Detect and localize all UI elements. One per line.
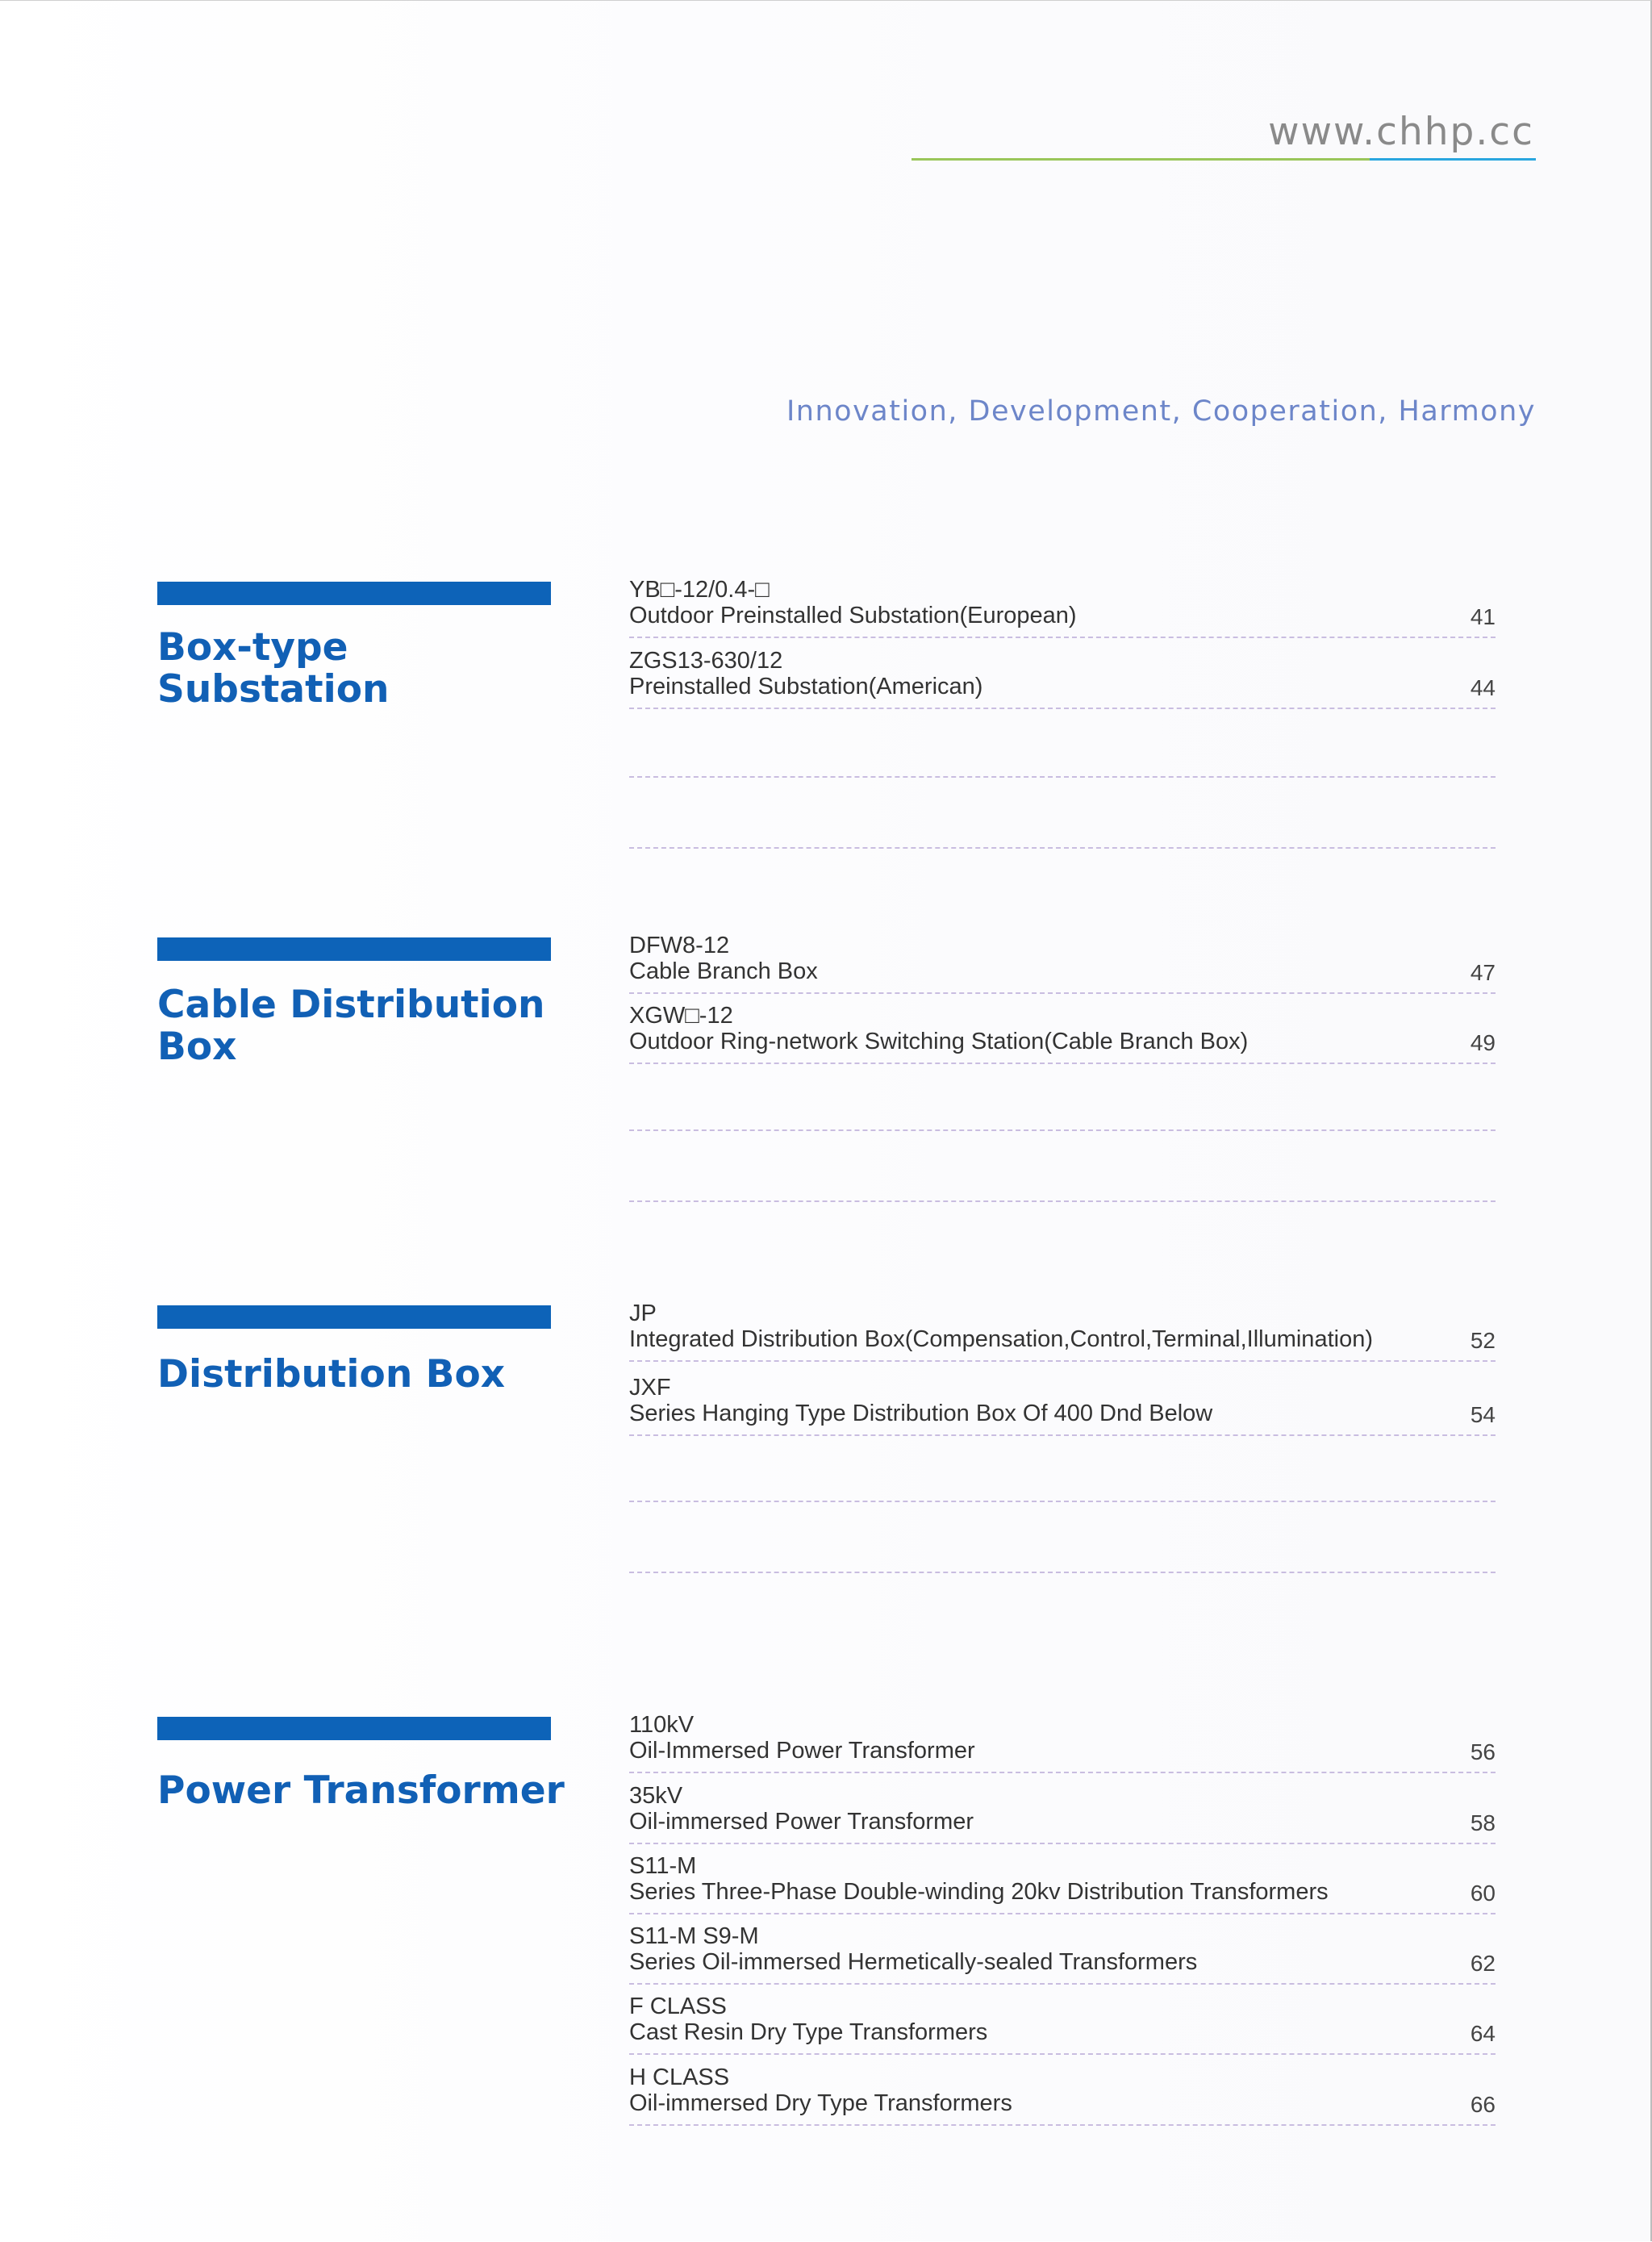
entry-name: Cable Branch Box bbox=[629, 958, 818, 984]
entry-divider bbox=[629, 2124, 1496, 2126]
entry-name: Oil-immersed Power Transformer bbox=[629, 1809, 974, 1835]
toc-entry[interactable] bbox=[629, 648, 1496, 719]
empty-divider bbox=[629, 1129, 1496, 1131]
toc-entry[interactable] bbox=[629, 1923, 1496, 1994]
entry-divider bbox=[629, 708, 1496, 709]
section-bar bbox=[157, 1305, 551, 1329]
entry-name: Outdoor Preinstalled Substation(European) bbox=[629, 603, 1077, 628]
entry-page-number: 66 bbox=[1470, 2092, 1496, 2117]
entry-name: Oil-Immersed Power Transformer bbox=[629, 1738, 975, 1764]
entry-page-number: 52 bbox=[1470, 1328, 1496, 1353]
toc-entry[interactable] bbox=[629, 1783, 1496, 1854]
entry-page-number: 56 bbox=[1470, 1739, 1496, 1764]
entry-name: Integrated Distribution Box(Compensation,Control,Terminal,Illumination) bbox=[629, 1326, 1373, 1352]
entry-page-number: 62 bbox=[1470, 1951, 1496, 1976]
toc-entry[interactable] bbox=[629, 1712, 1496, 1783]
section-bar bbox=[157, 937, 551, 961]
entry-name: Series Three-Phase Double-winding 20kv Distribution Transformers bbox=[629, 1879, 1329, 1905]
entry-page-number: 54 bbox=[1470, 1402, 1496, 1427]
section-title-line: Substation bbox=[157, 667, 390, 712]
section-title bbox=[157, 984, 577, 1068]
section-title-line: Distribution Box bbox=[157, 1352, 506, 1397]
header-rule-blue bbox=[1370, 158, 1536, 161]
entry-divider bbox=[629, 1772, 1496, 1773]
entry-name: Outdoor Ring-network Switching Station(Cable Branch Box) bbox=[629, 1029, 1249, 1054]
toc-entry[interactable] bbox=[629, 2065, 1496, 2136]
section-bar bbox=[157, 1717, 551, 1740]
website-url[interactable]: www.chhp.cc bbox=[1268, 110, 1534, 154]
entry-code: XGW□-12 bbox=[629, 1003, 733, 1029]
toc-entry[interactable] bbox=[629, 1003, 1496, 1074]
entry-code: 110kV bbox=[629, 1712, 695, 1738]
section-title-line: Power Transformer bbox=[157, 1768, 565, 1813]
section-title bbox=[157, 1354, 577, 1396]
header-rule-green bbox=[912, 158, 1370, 161]
entry-divider bbox=[629, 637, 1496, 638]
entry-code: H CLASS bbox=[629, 2065, 730, 2090]
entry-name: Preinstalled Substation(American) bbox=[629, 674, 983, 699]
entry-divider bbox=[629, 1843, 1496, 1844]
slogan: Innovation, Development, Cooperation, Harmony bbox=[786, 395, 1536, 428]
entry-page-number: 64 bbox=[1470, 2021, 1496, 2046]
toc-entry[interactable] bbox=[629, 1994, 1496, 2065]
toc-entry[interactable] bbox=[629, 1375, 1496, 1446]
section-title bbox=[157, 627, 577, 711]
entry-code: DFW8-12 bbox=[629, 933, 730, 958]
entry-divider bbox=[629, 1360, 1496, 1362]
entry-code: YB□-12/0.4-□ bbox=[629, 577, 770, 603]
entry-page-number: 44 bbox=[1470, 675, 1496, 700]
empty-divider bbox=[629, 776, 1496, 778]
entry-page-number: 41 bbox=[1470, 604, 1496, 629]
toc-entry[interactable] bbox=[629, 933, 1496, 1004]
entry-name: Oil-immersed Dry Type Transformers bbox=[629, 2090, 1012, 2116]
section-title bbox=[157, 1770, 577, 1812]
section-title-line: Box-type bbox=[157, 625, 348, 670]
entry-divider bbox=[629, 1913, 1496, 1914]
entry-name: Series Hanging Type Distribution Box Of 400 Dnd Below bbox=[629, 1401, 1213, 1426]
entry-divider bbox=[629, 1983, 1496, 1985]
section-title-line: Box bbox=[157, 1025, 237, 1069]
entry-name: Series Oil-immersed Hermetically-sealed Transformers bbox=[629, 1949, 1198, 1975]
empty-divider bbox=[629, 1200, 1496, 1202]
entry-page-number: 47 bbox=[1470, 960, 1496, 985]
entry-divider bbox=[629, 1434, 1496, 1436]
entry-code: JP bbox=[629, 1301, 657, 1326]
entry-code: ZGS13-630/12 bbox=[629, 648, 783, 674]
section-bar bbox=[157, 582, 551, 605]
toc-entry[interactable] bbox=[629, 577, 1496, 648]
entry-code: S11-M bbox=[629, 1853, 697, 1879]
toc-entry[interactable] bbox=[629, 1301, 1496, 1372]
entry-code: 35kV bbox=[629, 1783, 683, 1809]
entry-code: JXF bbox=[629, 1375, 671, 1401]
section-title-line: Cable Distribution bbox=[157, 983, 545, 1027]
entry-divider bbox=[629, 992, 1496, 994]
entry-divider bbox=[629, 1063, 1496, 1064]
entry-code: F CLASS bbox=[629, 1994, 727, 2019]
entry-page-number: 58 bbox=[1470, 1810, 1496, 1835]
entry-code: S11-M S9-M bbox=[629, 1923, 759, 1949]
empty-divider bbox=[629, 847, 1496, 849]
entry-divider bbox=[629, 2053, 1496, 2055]
empty-divider bbox=[629, 1501, 1496, 1502]
empty-divider bbox=[629, 1572, 1496, 1573]
entry-page-number: 49 bbox=[1470, 1030, 1496, 1055]
entry-name: Cast Resin Dry Type Transformers bbox=[629, 2019, 988, 2045]
entry-page-number: 60 bbox=[1470, 1881, 1496, 1906]
toc-entry[interactable] bbox=[629, 1853, 1496, 1924]
